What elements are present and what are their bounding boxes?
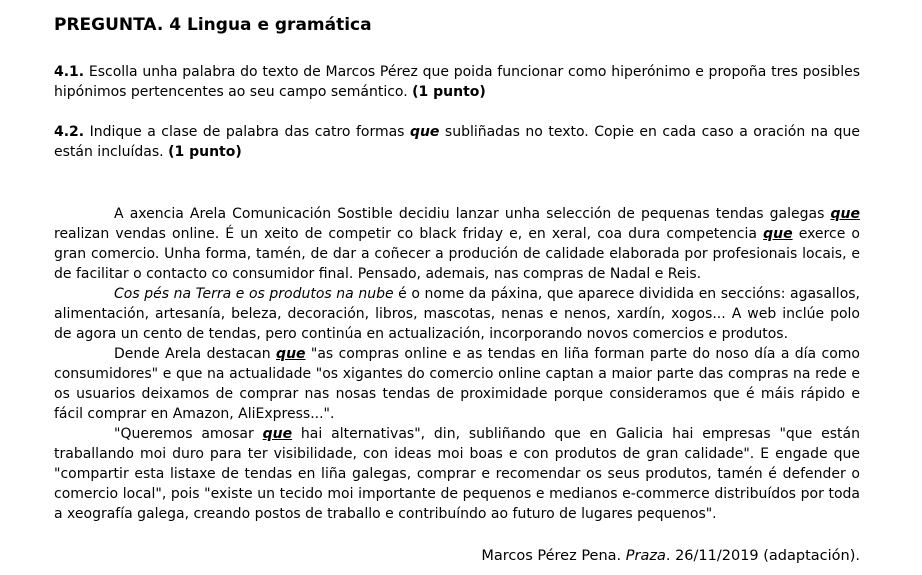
paragraph-text: "as compras online e as tendas en liña forman parte do noso día a día como consumidores" e que na actualidade "os xigantes do comercio online captan a maior parte das compras na rede e os usuarios deixamos de comprar nas nosas tendas de proximidade porque consideramos que é máis rápido e fácil comprar en Amazon, AliExpress...". [54,346,860,422]
question-4-1 [54,62,860,102]
question-4-2 [54,122,860,162]
question-points: (1 punto) [168,144,242,160]
paragraph-text: A axencia Arela Comunicación Sostible decidiu lanzar unha selección de pequenas tendas galegas [114,206,831,222]
paragraph-text: "Queremos amosar [114,426,263,442]
source-date: . 26/11/2019 (adaptación). [665,548,860,564]
article-paragraph [54,204,860,284]
article-text [54,204,860,524]
paragraph-text: hai alternativas", din, subliñando que en Galicia hai empresas "que están traballando moi duro para ter visibilidade, con ideas moi boas e con produtos de gran calidade". E engade que "compartir esta listaxe de tendas en liña galegas, comprar e recomendar os seus produtos, tamén é defender o comercio local", pois "existe un tecido moi importante de pequenos e medianos e-commerce distribuídos por toda a xeografía galega, creando postos de traballo e contribuíndo ao futuro de lugares pequenos". [54,426,860,522]
underlined-que: que [830,206,860,222]
question-points: (1 punto) [412,84,486,100]
article-source [481,548,860,564]
question-text: subliñadas no texto. Copie en cada caso a oración na que están incluídas. [54,124,860,160]
paragraph-text: é o nome da páxina, que aparece dividida en seccións: agasallos, alimentación, artesanía, beleza, decoración, libros, mascotas, nenas e nenos, xardín, xogos... A web inclúe polo de agora un cento de tendas, pero continúa en actualización, incorporando novos comercios e produtos. [54,286,860,342]
question-heading: PREGUNTA. 4 Lingua e gramática [54,15,372,35]
underlined-que: que [276,346,306,362]
paragraph-text: exerce o gran comercio. Unha forma, tamén, de dar a coñecer a produción de calidade elaborada por profesionais locais, e de facilitar o contacto co consumidor final. Pensado, ademais, nas compras de Nadal e Reis. [54,226,860,282]
paragraph-text: Dende Arela destacan [114,346,277,362]
source-publication: Praza [625,548,666,564]
article-paragraph [54,344,860,424]
paragraph-text: realizan vendas online. É un xeito de competir co black friday e, en xeral, coa dura competencia [54,226,764,242]
emphasized-word: que [409,124,440,140]
question-text: Indique a clase de palabra das catro formas [84,124,410,140]
question-text: Escolla unha palabra do texto de Marcos Pérez que poida funcionar como hiperónimo e propoña tres posibles hipónimos pertencentes ao seu campo semántico. [54,64,860,100]
website-title: Cos pés na Terra e os produtos na nube [114,286,394,302]
source-author: Marcos Pérez Pena. [481,548,626,564]
question-number: 4.2. [54,124,85,140]
question-number: 4.1. [54,64,85,80]
article-paragraph [54,424,860,524]
article-paragraph [54,284,860,344]
underlined-que: que [763,226,793,242]
underlined-que: que [262,426,293,442]
